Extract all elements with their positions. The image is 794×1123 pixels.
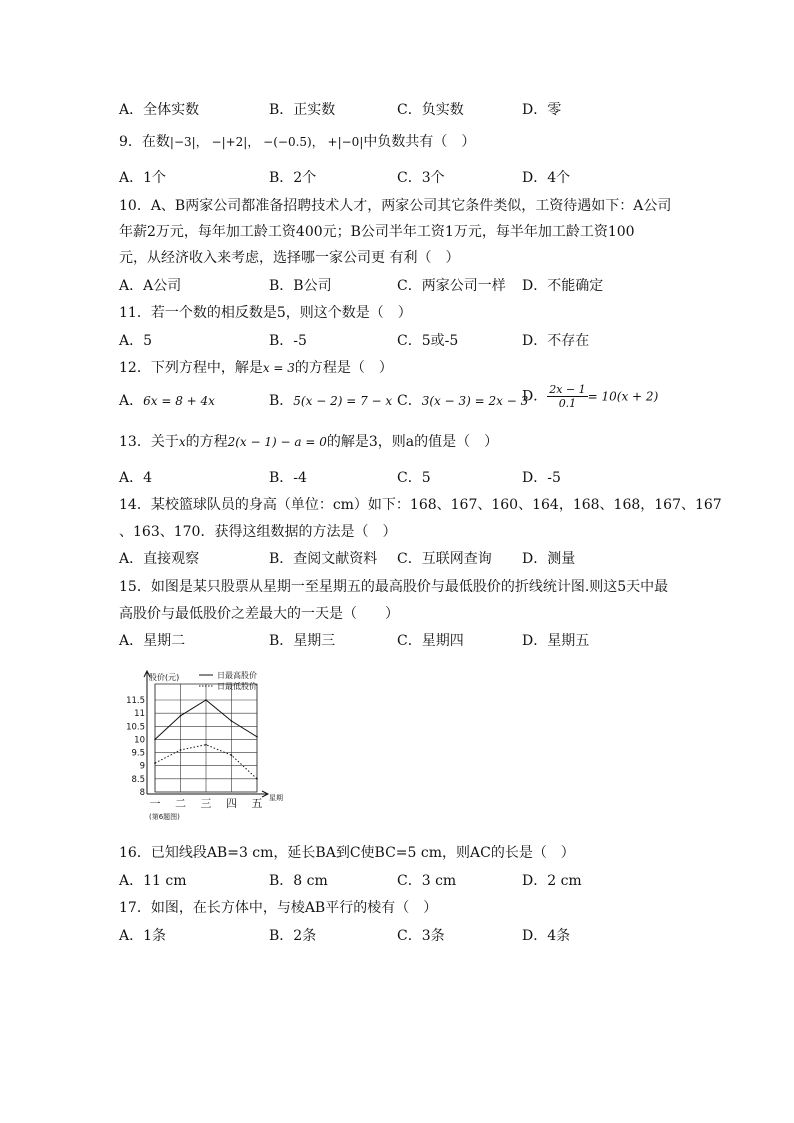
q9-option-b: B．2个 bbox=[269, 170, 317, 186]
series-point bbox=[205, 744, 207, 746]
q13-option-d: D．-5 bbox=[522, 470, 561, 486]
q17-option-a: A．1条 bbox=[119, 928, 167, 944]
q12-fraction-numerator: 2x − 1 bbox=[549, 383, 586, 396]
q15-option-a: A．星期二 bbox=[119, 633, 186, 649]
q12-option-a bbox=[119, 391, 215, 411]
q11-option-a: A．5 bbox=[119, 333, 153, 349]
q12-stem bbox=[119, 358, 393, 378]
q10-option-c: C．两家公司一样 bbox=[397, 278, 506, 294]
q12-option-d bbox=[522, 383, 658, 410]
x-axis-label: 星期 bbox=[269, 794, 283, 802]
q14-option-b: B．查阅文献资料 bbox=[269, 551, 378, 567]
q16-option-d: D．2 cm bbox=[522, 873, 582, 889]
q12-option-d-label: D． bbox=[522, 388, 548, 405]
q10-options bbox=[119, 276, 679, 296]
q9-option-d: D．4个 bbox=[522, 170, 571, 186]
series-point bbox=[256, 736, 258, 738]
q12-option-b bbox=[269, 391, 392, 411]
q13-stem-prefix: 13．关于 bbox=[119, 434, 179, 450]
q9-stem-prefix: 9．在数 bbox=[119, 134, 170, 150]
series-point bbox=[231, 720, 233, 722]
q10-line-3: 元，从经济收入来考虑，选择哪一家公司更 有利（ ） bbox=[119, 250, 460, 266]
legend-label: 日最高股价 bbox=[217, 671, 257, 680]
q12-options bbox=[119, 383, 679, 415]
q17-options bbox=[119, 926, 679, 946]
q10-option-b: B．B公司 bbox=[269, 278, 332, 294]
q15-option-b: B．星期三 bbox=[269, 633, 336, 649]
q8-option-d: D．零 bbox=[522, 102, 562, 118]
legend-label: 日最低股价 bbox=[217, 682, 257, 691]
q12-option-c-label: C． bbox=[397, 393, 422, 409]
chart-caption: (第6题图) bbox=[149, 813, 180, 821]
x-tick-label: 四 bbox=[226, 797, 237, 810]
q12-stem-math: x = 3 bbox=[262, 361, 295, 375]
q13-option-a: A．4 bbox=[119, 470, 153, 486]
q17-stem: 17．如图，在长方体中，与棱AB平行的棱有（ ） bbox=[119, 900, 438, 916]
q16-option-b: B．8 cm bbox=[269, 873, 328, 889]
q17-option-d: D．4条 bbox=[522, 928, 571, 944]
q10-line-1: 10．A、B两家公司都准备招聘技术人才，两家公司其它条件类似，工资待遇如下：A公司 bbox=[119, 198, 672, 214]
q12-option-d-equation-rest: = 10(x + 2) bbox=[587, 389, 659, 404]
q12-stem-suffix: 的方程是（ ） bbox=[294, 360, 393, 376]
q11-stem: 11．若一个数的相反数是5，则这个数是（ ） bbox=[119, 305, 412, 321]
q13-option-b: B．-4 bbox=[269, 470, 307, 486]
y-tick-label: 8 bbox=[139, 788, 145, 798]
q12-option-a-label: A． bbox=[119, 393, 144, 409]
stock-price-chart bbox=[119, 668, 299, 828]
series-point bbox=[180, 715, 182, 717]
q15-options bbox=[119, 631, 679, 651]
x-tick-label: 三 bbox=[200, 797, 212, 810]
q8-option-a: A．全体实数 bbox=[119, 102, 200, 118]
q13-variable: x bbox=[178, 435, 186, 449]
y-tick-label: 9.5 bbox=[131, 748, 145, 759]
q8-option-b: B．正实数 bbox=[269, 102, 336, 118]
y-axis-label: 股价(元) bbox=[149, 673, 180, 682]
q14-option-a: A．直接观察 bbox=[119, 551, 200, 567]
q8-options bbox=[119, 100, 679, 120]
q13-options bbox=[119, 468, 679, 488]
q11-option-b: B．-5 bbox=[269, 333, 307, 349]
q13-stem-suffix: 的解是3，则a的值是（ ） bbox=[326, 434, 499, 450]
x-tick-label: 一 bbox=[149, 797, 161, 810]
q12-option-c bbox=[397, 391, 528, 411]
q10-line-2: 年薪2万元，每年加工龄工资400元；B公司半年工资1万元，每半年加工龄工资100 bbox=[119, 224, 635, 240]
q13-option-c: C．5 bbox=[397, 470, 431, 486]
q9-stem-suffix: 中负数共有（ ） bbox=[363, 134, 476, 150]
series-point bbox=[154, 739, 156, 741]
y-tick-label: 10.5 bbox=[126, 722, 145, 733]
q12-option-c-equation: 3(x − 3) = 2x − 3 bbox=[421, 394, 529, 408]
q11-option-d: D．不存在 bbox=[522, 333, 590, 349]
q17-option-b: B．2条 bbox=[269, 928, 317, 944]
q14-option-c: C．互联网查询 bbox=[397, 551, 492, 567]
q17-option-c: C．3条 bbox=[397, 928, 445, 944]
q10-option-d: D．不能确定 bbox=[522, 278, 604, 294]
q12-option-b-equation: 5(x − 2) = 7 − x bbox=[293, 394, 393, 408]
y-tick-label: 10 bbox=[134, 735, 145, 746]
y-tick-label: 9 bbox=[139, 761, 145, 772]
q16-option-a: A．11 cm bbox=[119, 873, 187, 889]
q8-option-c: C．负实数 bbox=[397, 102, 464, 118]
q12-option-d-fraction bbox=[547, 383, 587, 410]
q12-option-b-label: B． bbox=[269, 393, 294, 409]
q9-stem bbox=[119, 132, 475, 152]
q14-option-d: D．测量 bbox=[522, 551, 576, 567]
series-point bbox=[154, 762, 156, 764]
q16-option-c: C．3 cm bbox=[397, 873, 457, 889]
q14-line-1: 14．某校篮球队员的身高（单位：cm）如下：168、167、160、164，168、168，167、167 bbox=[119, 497, 722, 513]
q16-options bbox=[119, 871, 679, 891]
q12-stem-prefix: 12．下列方程中，解是 bbox=[119, 360, 263, 376]
series-point bbox=[256, 778, 258, 780]
y-tick-label: 11.5 bbox=[126, 696, 145, 706]
q9-option-c: C．3个 bbox=[397, 170, 445, 186]
x-tick-label: 二 bbox=[175, 797, 186, 810]
q15-option-d: D．星期五 bbox=[522, 633, 590, 649]
y-tick-label: 11 bbox=[134, 709, 145, 720]
q13-stem-mid: 的方程 bbox=[185, 434, 228, 450]
series-point bbox=[231, 754, 233, 756]
q9-numbers: |−3|， −|+2|， −(−0.5)， +|−0| bbox=[169, 135, 364, 149]
q15-option-c: C．星期四 bbox=[397, 633, 464, 649]
q14-options bbox=[119, 549, 679, 569]
q9-options bbox=[119, 168, 679, 188]
q10-option-a: A．A公司 bbox=[119, 278, 182, 294]
q16-stem: 16．已知线段AB=3 cm，延长BA到C使BC=5 cm，则AC的长是（ ） bbox=[119, 845, 575, 861]
series-point bbox=[205, 699, 207, 701]
q11-option-c: C．5或-5 bbox=[397, 333, 459, 349]
q11-options bbox=[119, 331, 679, 351]
q9-option-a: A．1个 bbox=[119, 170, 167, 186]
q14-line-2: 、163、170．获得这组数据的方法是（ ） bbox=[119, 524, 397, 540]
series-point bbox=[180, 749, 182, 751]
x-tick-label: 五 bbox=[251, 797, 263, 810]
q15-line-2: 高股价与最低股价之差最大的一天是（ ） bbox=[119, 606, 399, 622]
q12-fraction-denominator: 0.1 bbox=[558, 397, 577, 410]
q15-line-1: 15．如图是某只股票从星期一至星期五的最高股价与最低股价的折线统计图.则这5天中最 bbox=[119, 579, 669, 595]
q12-option-a-equation: 6x = 8 + 4x bbox=[143, 394, 215, 408]
q13-stem bbox=[119, 432, 498, 452]
q13-equation: 2(x − 1) − a = 0 bbox=[227, 435, 327, 449]
y-tick-label: 8.5 bbox=[131, 774, 145, 785]
